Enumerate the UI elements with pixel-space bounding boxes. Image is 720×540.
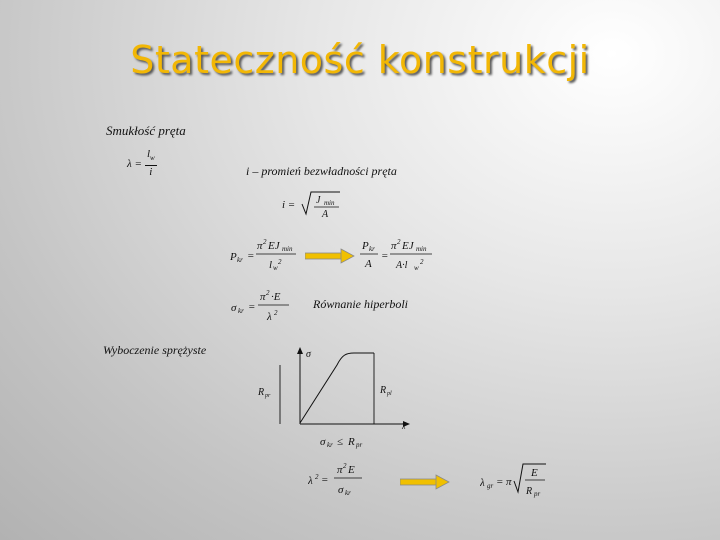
svg-text:λ: λ — [308, 475, 313, 487]
svg-text:E: E — [531, 467, 538, 479]
svg-text:λ: λ — [267, 311, 272, 323]
svg-text:=: = — [496, 476, 504, 488]
slide-title: Stateczność konstrukcji — [130, 38, 590, 82]
y-axis-arrow-icon — [297, 347, 303, 354]
svg-text:min: min — [324, 199, 335, 207]
svg-text:=: = — [247, 250, 255, 262]
svg-text:w: w — [414, 264, 419, 272]
left-rpr-label: R — [258, 387, 265, 398]
x-axis-label: λ — [402, 422, 406, 431]
svg-text:J: J — [316, 195, 321, 206]
svg-text:kr: kr — [345, 489, 351, 497]
svg-text:kr: kr — [238, 307, 244, 315]
svg-text:kr: kr — [369, 245, 375, 253]
svg-text:P: P — [362, 240, 369, 252]
svg-text:σ: σ — [231, 302, 237, 314]
stress-condition-formula — [320, 432, 380, 457]
svg-text:σ: σ — [338, 484, 344, 496]
critical-stress-force-formula — [360, 235, 436, 280]
svg-text:min: min — [416, 245, 427, 253]
stress-slenderness-graph — [250, 345, 420, 435]
svg-text:π: π — [506, 476, 512, 488]
svg-text:=: = — [248, 301, 256, 313]
arrow-right-icon — [305, 248, 355, 264]
svg-text:2: 2 — [278, 258, 282, 266]
svg-text:=: = — [321, 474, 329, 486]
svg-text:π: π — [391, 240, 397, 252]
y-axis-label: σ — [306, 349, 311, 360]
svg-text:≤: ≤ — [337, 436, 344, 448]
svg-text:i =: i = — [282, 199, 296, 211]
svg-text:2: 2 — [343, 462, 347, 470]
lambda-squared-formula — [308, 460, 368, 505]
slenderness-label: Smukłość pręta — [106, 123, 186, 138]
svg-text:π: π — [337, 464, 343, 476]
svg-text:kr: kr — [327, 441, 333, 449]
svg-text:π: π — [257, 240, 263, 252]
svg-text:2: 2 — [315, 473, 319, 481]
svg-text:E: E — [348, 464, 355, 476]
svg-text:pr: pr — [265, 393, 271, 399]
svg-text:min: min — [282, 245, 293, 253]
svg-text:pl: pl — [387, 391, 392, 397]
svg-text:R: R — [348, 436, 355, 448]
svg-text:EJ: EJ — [268, 240, 280, 252]
svg-text:A: A — [365, 258, 372, 270]
svg-text:π: π — [260, 291, 266, 303]
svg-text:2: 2 — [397, 238, 401, 246]
svg-text:gr: gr — [487, 482, 494, 490]
svg-text:EJ: EJ — [402, 240, 414, 252]
critical-stress-formula — [231, 287, 297, 332]
svg-text:λ: λ — [480, 477, 485, 489]
limit-slenderness-formula — [480, 461, 550, 506]
svg-text:2: 2 — [266, 289, 270, 297]
svg-text:pr: pr — [356, 441, 363, 449]
stress-curve — [300, 353, 374, 423]
svg-text:l: l — [269, 259, 273, 271]
hyperbola-label: Równanie hiperboli — [313, 297, 408, 311]
svg-text:R: R — [526, 486, 533, 497]
svg-text:2: 2 — [274, 309, 278, 317]
arrow-right-icon — [400, 474, 450, 490]
svg-text:P: P — [230, 251, 237, 263]
lambda-definition-formula: λ = $\frac{l_w}{i}$ — [127, 148, 155, 179]
critical-force-formula — [230, 235, 302, 280]
svg-text:w: w — [273, 264, 278, 272]
svg-text:2: 2 — [263, 238, 267, 246]
elastic-buckling-label: Wyboczenie sprężyste — [103, 343, 207, 357]
radius-label: i – promień bezwładności pręta — [246, 164, 397, 178]
svg-text:·E: ·E — [271, 291, 281, 303]
right-rpl-label: R — [380, 385, 387, 396]
svg-text:=: = — [381, 250, 389, 262]
svg-text:A: A — [322, 209, 329, 220]
radius-definition-formula — [282, 188, 342, 225]
svg-text:σ: σ — [320, 436, 326, 448]
svg-text:pr: pr — [534, 490, 541, 498]
svg-text:kr: kr — [237, 256, 243, 264]
svg-text:A·l: A·l — [396, 260, 408, 271]
svg-text:2: 2 — [420, 258, 424, 266]
